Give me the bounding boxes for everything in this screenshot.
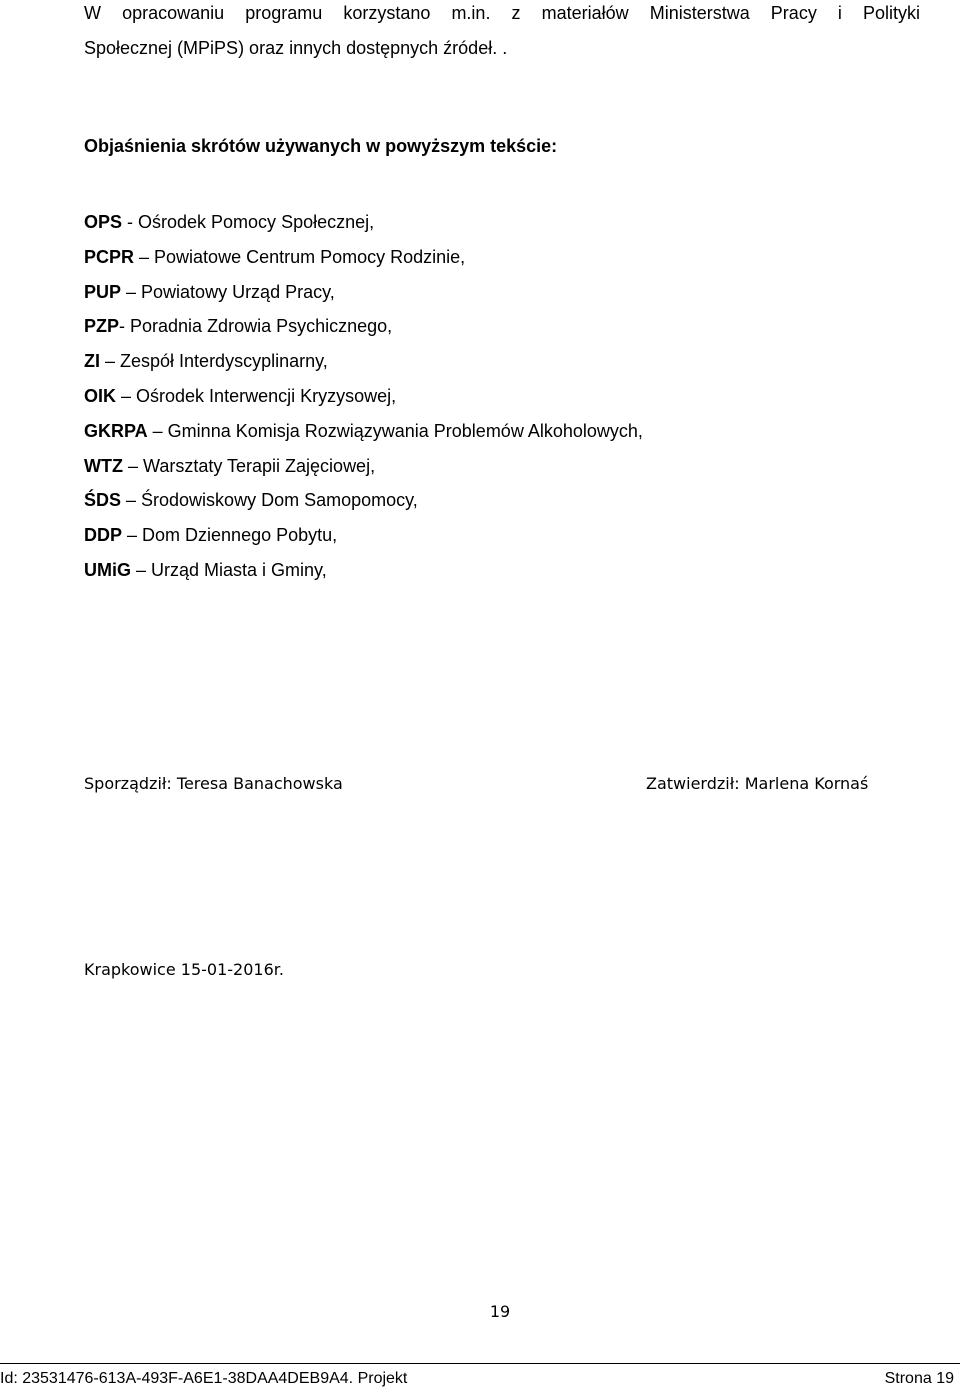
intro-line-1: W opracowaniu programu korzystano m.in. z materiałów Ministerstwa Pracy i Polityki bbox=[84, 3, 920, 23]
abbreviation-item bbox=[84, 483, 643, 518]
abbreviation-item bbox=[84, 309, 643, 344]
approved-by-signature: Zatwierdził: Marlena Kornaś bbox=[646, 774, 869, 793]
abbreviation-expansion: – Ośrodek Interwencji Kryzysowej, bbox=[116, 385, 397, 406]
abbreviation-expansion: – Powiatowe Centrum Pomocy Rodzinie, bbox=[134, 246, 466, 267]
abbreviation-item bbox=[84, 518, 643, 553]
page-number: 19 bbox=[489, 1302, 511, 1321]
abbreviation-item bbox=[84, 379, 643, 414]
intro-line-2: Społecznej (MPiPS) oraz innych dostępnych źródeł. . bbox=[84, 38, 508, 58]
abbreviation-code: UMiG bbox=[84, 559, 131, 580]
abbreviation-item bbox=[84, 449, 643, 484]
page-label: Strona 19 bbox=[884, 1370, 954, 1387]
abbreviation-code: DDP bbox=[84, 525, 123, 546]
abbreviation-code: PCPR bbox=[84, 246, 135, 267]
document-id: Id: 23531476-613A-493F-A6E1-38DAA4DEB9A4. Projekt bbox=[0, 1370, 408, 1387]
abbreviation-item bbox=[84, 275, 643, 310]
abbreviation-code: GKRPA bbox=[84, 420, 148, 441]
abbreviation-expansion: – Urząd Miasta i Gminy, bbox=[131, 559, 327, 580]
abbreviation-code: OIK bbox=[84, 385, 117, 406]
footer-divider bbox=[0, 1363, 960, 1364]
abbreviation-expansion: – Zespół Interdyscyplinarny, bbox=[100, 351, 328, 372]
intro-paragraph bbox=[84, 0, 920, 66]
abbreviation-code: ZI bbox=[84, 351, 100, 372]
abbreviation-expansion: – Gminna Komisja Rozwiązywania Problemów Alkoholowych, bbox=[147, 420, 643, 441]
abbreviation-item bbox=[84, 205, 643, 240]
abbreviation-code: OPS bbox=[84, 212, 123, 232]
abbreviation-item bbox=[84, 344, 643, 379]
abbreviation-code: PUP bbox=[84, 281, 122, 302]
abbreviation-item bbox=[84, 414, 643, 449]
abbreviations-heading: Objaśnienia skrótów używanych w powyższym tekście: bbox=[84, 136, 558, 156]
abbreviation-item bbox=[84, 553, 643, 588]
abbreviation-expansion: – Dom Dziennego Pobytu, bbox=[122, 525, 338, 546]
place-and-date: Krapkowice 15-01-2016r. bbox=[84, 960, 284, 979]
abbreviation-expansion: – Warsztaty Terapii Zajęciowej, bbox=[122, 455, 376, 476]
abbreviation-expansion: - Ośrodek Pomocy Społecznej, bbox=[122, 212, 375, 232]
abbreviation-expansion: – Środowiskowy Dom Samopomocy, bbox=[121, 490, 418, 511]
abbreviation-expansion: - Poradnia Zdrowia Psychicznego, bbox=[119, 316, 393, 337]
abbreviation-code: PZP bbox=[84, 316, 120, 337]
abbreviations-list bbox=[84, 205, 643, 588]
prepared-by-signature: Sporządził: Teresa Banachowska bbox=[84, 774, 343, 793]
abbreviation-item bbox=[84, 240, 643, 275]
abbreviation-expansion: – Powiatowy Urząd Pracy, bbox=[121, 281, 335, 302]
abbreviation-code: ŚDS bbox=[84, 490, 122, 511]
abbreviation-code: WTZ bbox=[84, 455, 123, 476]
